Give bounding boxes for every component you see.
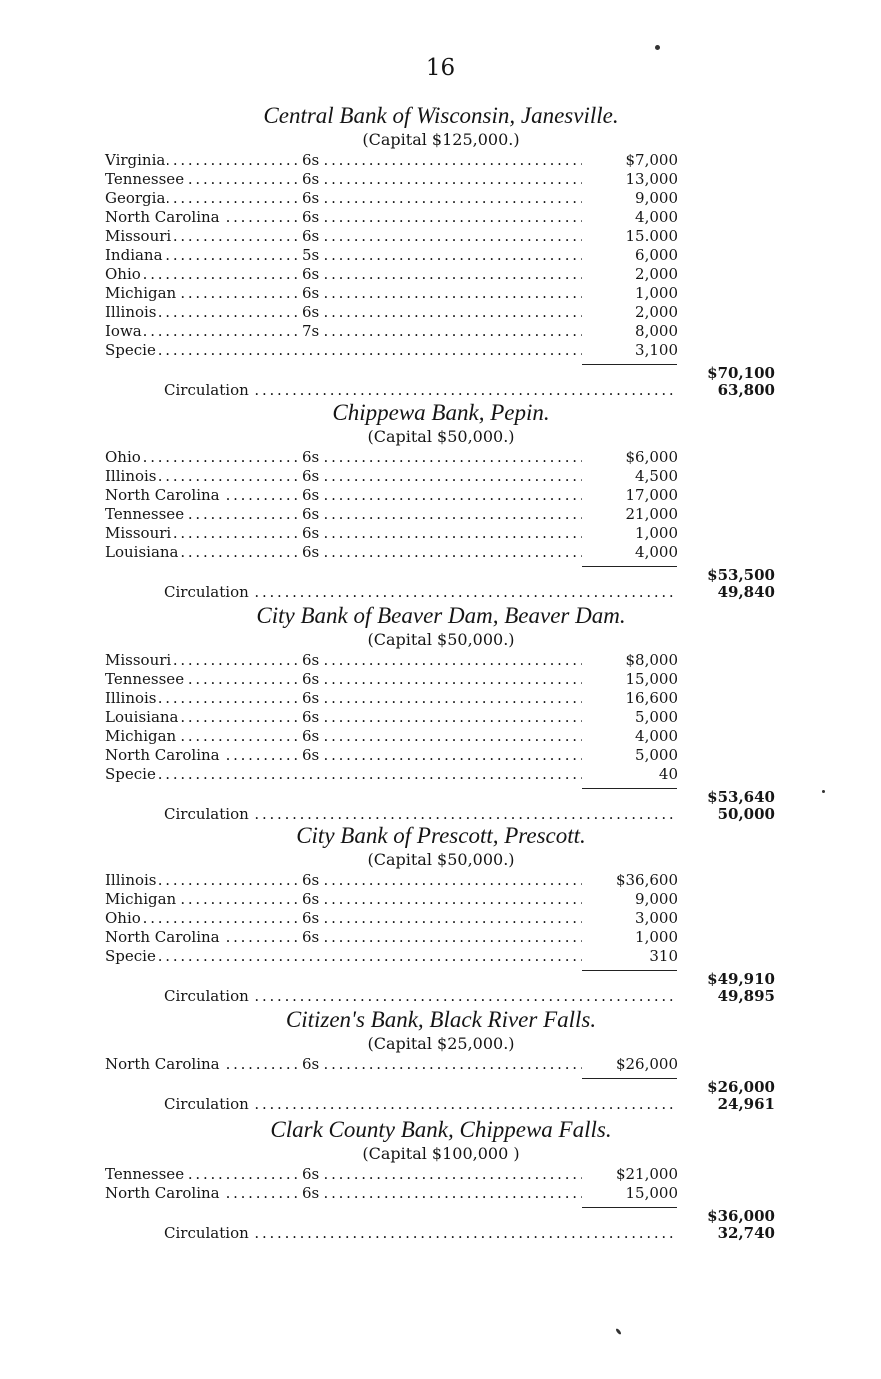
bank-total: $49,910 <box>707 970 775 988</box>
holding-rate: 7s <box>302 322 320 340</box>
circulation-row <box>0 1224 881 1243</box>
holding-amount: $7,000 <box>623 151 679 170</box>
leader-dots <box>105 227 582 246</box>
circulation-label: Circulation <box>164 1095 252 1114</box>
holding-row <box>0 284 881 303</box>
holding-rate: 6s <box>302 670 320 688</box>
bank-total: $36,000 <box>707 1207 775 1225</box>
holding-rate: 6s <box>302 284 320 302</box>
holding-row <box>0 227 881 246</box>
holding-rate: 6s <box>302 486 320 504</box>
leader-dots <box>105 524 582 543</box>
holding-state: Missouri <box>105 651 172 669</box>
holding-row <box>0 947 881 966</box>
holding-amount: 13,000 <box>623 170 679 189</box>
holding-amount: 16,600 <box>623 689 679 708</box>
holding-amount: 4,000 <box>632 543 678 562</box>
holding-rate: 6s <box>302 727 320 745</box>
circulation-row <box>0 583 881 602</box>
holding-state: Ohio <box>105 909 141 927</box>
holding-amount: $8,000 <box>623 651 679 670</box>
bank-capital: (Capital $25,000.) <box>367 1034 515 1053</box>
holding-row <box>0 689 881 708</box>
leader-dots <box>105 189 582 208</box>
circulation-value: 49,840 <box>717 583 775 601</box>
holding-rate: 6s <box>302 1184 320 1202</box>
holding-state: Louisiana <box>105 708 179 726</box>
leader-dots <box>105 341 582 360</box>
sum-rule <box>582 364 677 365</box>
holding-amount: 9,000 <box>632 189 678 208</box>
bank-capital: (Capital $50,000.) <box>367 630 515 649</box>
scan-speck <box>655 45 660 50</box>
holding-rate: 6s <box>302 448 320 466</box>
circulation-value: 63,800 <box>717 381 775 399</box>
circulation-value: 50,000 <box>717 805 775 823</box>
holding-amount: 17,000 <box>623 486 679 505</box>
holding-state: Michigan <box>105 284 177 302</box>
holding-amount: 2,000 <box>632 303 678 322</box>
holding-row <box>0 670 881 689</box>
holding-rate: 5s <box>302 246 320 264</box>
holding-rate: 6s <box>302 746 320 764</box>
holding-rate: 6s <box>302 1055 320 1073</box>
holding-row <box>0 708 881 727</box>
holding-amount: 4,000 <box>632 208 678 227</box>
bank-capital: (Capital $125,000.) <box>362 130 520 149</box>
holding-state: Illinois <box>105 303 157 321</box>
holding-state: Specie <box>105 947 156 965</box>
holding-state: North Carolina <box>105 486 220 504</box>
holding-row <box>0 467 881 486</box>
leader-dots <box>105 909 582 928</box>
circulation-label: Circulation <box>164 987 252 1006</box>
holding-state: Tennessee <box>105 170 185 188</box>
holding-amount: 2,000 <box>632 265 678 284</box>
holding-amount: 1,000 <box>632 928 678 947</box>
bank-title: City Bank of Prescott, Prescott. <box>296 823 586 848</box>
leader-dots <box>105 947 582 966</box>
holding-state: Iowa <box>105 322 142 340</box>
holding-rate: 6s <box>302 689 320 707</box>
circulation-value: 49,895 <box>717 987 775 1005</box>
holding-state: North Carolina <box>105 928 220 946</box>
holding-row <box>0 909 881 928</box>
circulation-row <box>0 1095 881 1114</box>
holding-row <box>0 1055 881 1074</box>
bank-capital: (Capital $100,000 ) <box>362 1144 520 1163</box>
leader-dots <box>105 689 582 708</box>
holding-amount: 9,000 <box>632 890 678 909</box>
bank-title: Citizen's Bank, Black River Falls. <box>285 1007 597 1032</box>
circulation-label: Circulation <box>164 583 252 602</box>
holding-amount: $36,600 <box>613 871 678 890</box>
holding-amount: 5,000 <box>632 708 678 727</box>
holding-state: Tennessee <box>105 505 185 523</box>
holding-state: North Carolina <box>105 1055 220 1073</box>
circulation-label: Circulation <box>164 381 252 400</box>
sum-rule <box>582 566 677 567</box>
holding-amount: 1,000 <box>632 284 678 303</box>
bank-title: Central Bank of Wisconsin, Janesville. <box>263 103 619 128</box>
holding-row <box>0 651 881 670</box>
holding-row <box>0 746 881 765</box>
holding-state: Virginia <box>105 151 166 169</box>
holding-row <box>0 189 881 208</box>
holding-rate: 6s <box>302 909 320 927</box>
holding-row <box>0 448 881 467</box>
sum-rule <box>582 1078 677 1079</box>
holding-row <box>0 765 881 784</box>
holding-state: Michigan <box>105 727 177 745</box>
holding-amount: $21,000 <box>613 1165 678 1184</box>
bank-total: $53,640 <box>707 788 775 806</box>
holding-rate: 6s <box>302 1165 320 1183</box>
sum-rule <box>582 788 677 789</box>
leader-dots <box>105 246 582 265</box>
leader-dots <box>105 765 582 784</box>
holding-rate: 6s <box>302 208 320 226</box>
circulation-value: 32,740 <box>717 1224 775 1242</box>
holding-rate: 6s <box>302 227 320 245</box>
bank-title: City Bank of Beaver Dam, Beaver Dam. <box>256 603 626 628</box>
holding-amount: 21,000 <box>623 505 679 524</box>
holding-row <box>0 486 881 505</box>
holding-state: Michigan <box>105 890 177 908</box>
holding-rate: 6s <box>302 467 320 485</box>
holding-row <box>0 303 881 322</box>
holding-rate: 6s <box>302 524 320 542</box>
holding-state: Ohio <box>105 265 141 283</box>
holding-amount: 15,000 <box>623 670 679 689</box>
holding-state: Illinois <box>105 467 157 485</box>
holding-state: Specie <box>105 341 156 359</box>
holding-rate: 6s <box>302 505 320 523</box>
holding-state: Louisiana <box>105 543 179 561</box>
bank-total: $26,000 <box>707 1078 775 1096</box>
holding-rate: 6s <box>302 708 320 726</box>
holding-amount: 4,500 <box>632 467 678 486</box>
leader-dots <box>105 322 582 341</box>
holding-row <box>0 727 881 746</box>
circulation-label: Circulation <box>164 1224 252 1243</box>
holding-amount: $6,000 <box>623 448 679 467</box>
holding-state: Tennessee <box>105 670 185 688</box>
holding-row <box>0 170 881 189</box>
page-number: 16 <box>425 55 456 81</box>
leader-dots <box>105 151 582 170</box>
scan-speck <box>615 1328 622 1335</box>
holding-row <box>0 208 881 227</box>
circulation-row <box>0 381 881 400</box>
holding-state: North Carolina <box>105 746 220 764</box>
circulation-row <box>0 805 881 824</box>
leader-dots <box>105 467 582 486</box>
bank-capital: (Capital $50,000.) <box>367 427 515 446</box>
holding-state: North Carolina <box>105 1184 220 1202</box>
bank-title: Clark County Bank, Chippewa Falls. <box>270 1117 612 1142</box>
holding-state: Georgia <box>105 189 166 207</box>
holding-row <box>0 524 881 543</box>
holding-row <box>0 890 881 909</box>
holding-amount: 5,000 <box>632 746 678 765</box>
leader-dots <box>105 871 582 890</box>
holding-amount: 3,100 <box>632 341 678 360</box>
leader-dots <box>105 448 582 467</box>
holding-amount: $26,000 <box>613 1055 678 1074</box>
bank-total: $70,100 <box>707 364 775 382</box>
holding-row <box>0 871 881 890</box>
holding-amount: 15,000 <box>623 1184 679 1203</box>
sum-rule <box>582 1207 677 1208</box>
holding-amount: 3,000 <box>632 909 678 928</box>
holding-state: Illinois <box>105 689 157 707</box>
holding-row <box>0 1184 881 1203</box>
holding-row <box>0 322 881 341</box>
sum-rule <box>582 970 677 971</box>
holding-rate: 6s <box>302 890 320 908</box>
holding-row <box>0 928 881 947</box>
bank-total: $53,500 <box>707 566 775 584</box>
leader-dots <box>105 651 582 670</box>
holding-rate: 6s <box>302 871 320 889</box>
holding-row <box>0 151 881 170</box>
leader-dots <box>105 265 582 284</box>
holding-amount: 6,000 <box>632 246 678 265</box>
scan-speck <box>822 790 825 793</box>
circulation-label: Circulation <box>164 805 252 824</box>
circulation-row <box>0 987 881 1006</box>
circulation-value: 24,961 <box>717 1095 775 1113</box>
holding-amount: 4,000 <box>632 727 678 746</box>
holding-rate: 6s <box>302 543 320 561</box>
holding-rate: 6s <box>302 651 320 669</box>
bank-title: Chippewa Bank, Pepin. <box>332 400 550 425</box>
holding-row <box>0 341 881 360</box>
holding-row <box>0 543 881 562</box>
holding-state: Ohio <box>105 448 141 466</box>
holding-amount: 8,000 <box>632 322 678 341</box>
holding-row <box>0 265 881 284</box>
holding-rate: 6s <box>302 265 320 283</box>
holding-amount: 40 <box>656 765 678 784</box>
leader-dots <box>105 303 582 322</box>
holding-state: Illinois <box>105 871 157 889</box>
holding-state: North Carolina <box>105 208 220 226</box>
bank-capital: (Capital $50,000.) <box>367 850 515 869</box>
holding-state: Indiana <box>105 246 163 264</box>
holding-state: Tennessee <box>105 1165 185 1183</box>
holding-state: Specie <box>105 765 156 783</box>
holding-amount: 1,000 <box>632 524 678 543</box>
holding-rate: 6s <box>302 928 320 946</box>
holding-state: Missouri <box>105 524 172 542</box>
holding-rate: 6s <box>302 170 320 188</box>
holding-row <box>0 246 881 265</box>
holding-row <box>0 505 881 524</box>
holding-amount: 310 <box>646 947 678 966</box>
holding-row <box>0 1165 881 1184</box>
holding-amount: 15.000 <box>623 227 679 246</box>
holding-rate: 6s <box>302 151 320 169</box>
holding-state: Missouri <box>105 227 172 245</box>
holding-rate: 6s <box>302 303 320 321</box>
holding-rate: 6s <box>302 189 320 207</box>
